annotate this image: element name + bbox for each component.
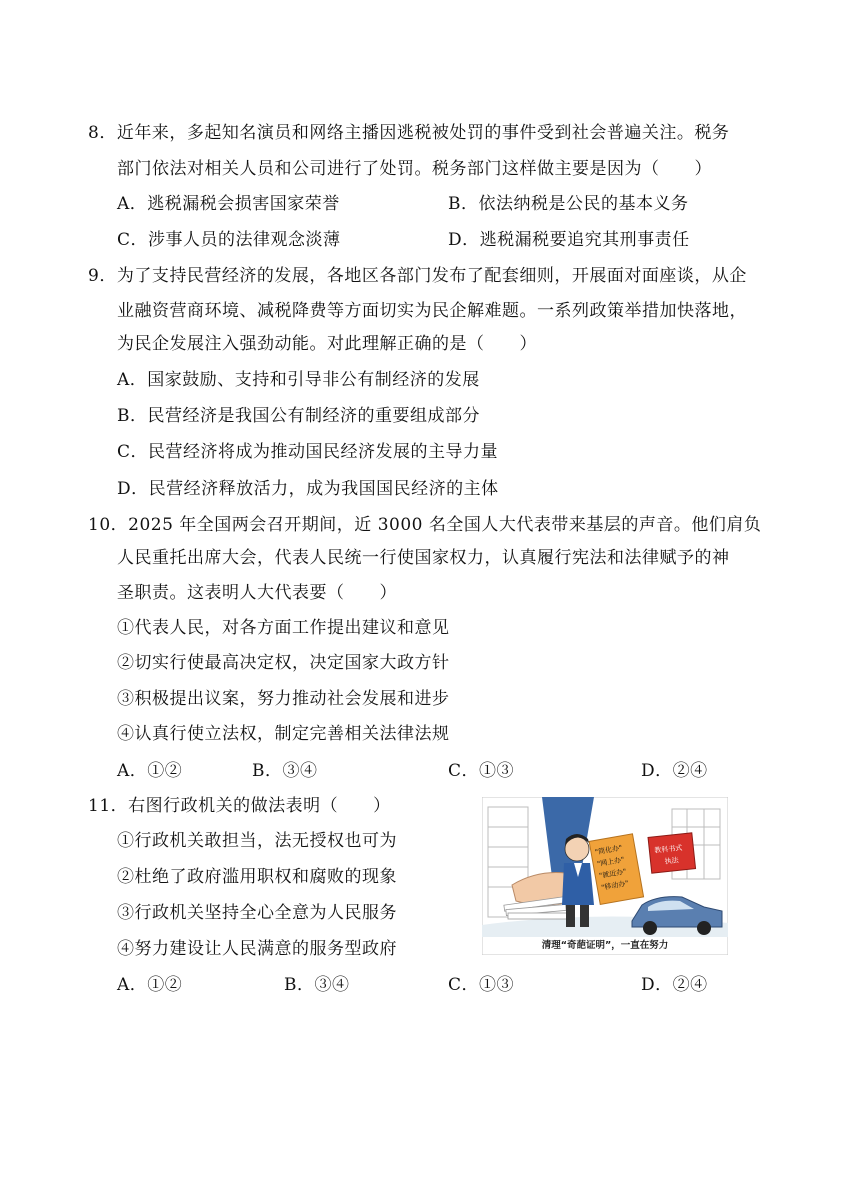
q10-line-1: 10．2025 年全国两会召开期间，近 3000 名全国人大代表带来基层的声音。他们肩负 [88, 515, 762, 535]
q8-line-2: 部门依法对相关人员和公司进行了处罚。税务部门这样做主要是因为（ ） [117, 159, 712, 179]
q10-item-4: ④认真行使立法权，制定完善相关法律法规 [117, 724, 450, 744]
q9-option-d: D．民营经济释放活力，成为我国国民经济的主体 [117, 479, 499, 499]
q9-option-b: B．民营经济是我国公有制经济的重要组成部分 [117, 406, 480, 426]
q11-option-a: A．①② [117, 975, 183, 995]
q10-item-2: ②切实行使最高决定权，决定国家大政方针 [117, 653, 450, 673]
q11-option-d: D．②④ [641, 975, 708, 995]
folder-line-4: "移动办" [600, 879, 630, 892]
folder-line-2: "网上办" [596, 855, 625, 869]
q10-option-c: C．①③ [448, 761, 515, 781]
q10-option-b: B．③④ [252, 761, 318, 781]
q9-option-a: A．国家鼓励、支持和引导非公有制经济的发展 [117, 370, 480, 390]
q10-item-1: ①代表人民，对各方面工作提出建议和意见 [117, 618, 450, 638]
q11-option-c: C．①③ [448, 975, 515, 995]
q11-item-2: ②杜绝了政府滥用职权和腐败的现象 [117, 867, 397, 887]
folder-line-1: "简化办" [594, 843, 623, 857]
q10-option-a: A．①② [117, 761, 183, 781]
q11-line-1: 11．右图行政机关的做法表明（ ） [88, 796, 391, 816]
q11-item-1: ①行政机关敢担当，法无授权也可为 [117, 831, 397, 851]
q8-option-c: C．涉事人员的法律观念淡薄 [117, 230, 341, 250]
figure-caption: 清理“奇葩证明”，一直在努力 [541, 940, 669, 951]
q8-option-a: A．逃税漏税会损害国家荣誉 [117, 194, 340, 214]
q11-item-4: ④努力建设让人民满意的服务型政府 [117, 939, 397, 959]
q11-option-b: B．③④ [284, 975, 350, 995]
q9-option-c: C．民营经济将成为推动国民经济发展的主导力量 [117, 442, 499, 462]
q9-line-3: 为民企发展注入强劲动能。对此理解正确的是（ ） [117, 334, 537, 354]
q10-line-2: 人民重托出席大会，代表人民统一行使国家权力，认真履行宪法和法律赋予的神 [117, 548, 730, 568]
q9-line-1: 9．为了支持民营经济的发展，各地区各部门发布了配套细则，开展面对面座谈，从企 [88, 266, 747, 286]
q10-option-d: D．②④ [641, 761, 708, 781]
q8-option-b: B．依法纳税是公民的基本义务 [448, 194, 689, 214]
q10-item-3: ③积极提出议案，努力推动社会发展和进步 [117, 689, 450, 709]
q8-option-d: D．逃税漏税要追究其刑事责任 [448, 230, 690, 250]
q11-item-3: ③行政机关坚持全心全意为人民服务 [117, 903, 397, 923]
q9-line-2: 业融资营商环境、减税降费等方面切实为民企解难题。一系列政策举措加快落地， [117, 301, 747, 321]
q8-line-1: 8．近年来，多起知名演员和网络主播因逃税被处罚的事件受到社会普遍关注。税务 [88, 123, 730, 143]
folder-line-3: "就近办" [598, 867, 628, 881]
q11-illustration [482, 797, 728, 955]
red-card-line-1: 教科书式 [654, 843, 683, 855]
red-card-line-2: 执法 [664, 856, 680, 866]
red-card [648, 833, 696, 873]
q10-line-3: 圣职责。这表明人大代表要（ ） [117, 583, 397, 603]
